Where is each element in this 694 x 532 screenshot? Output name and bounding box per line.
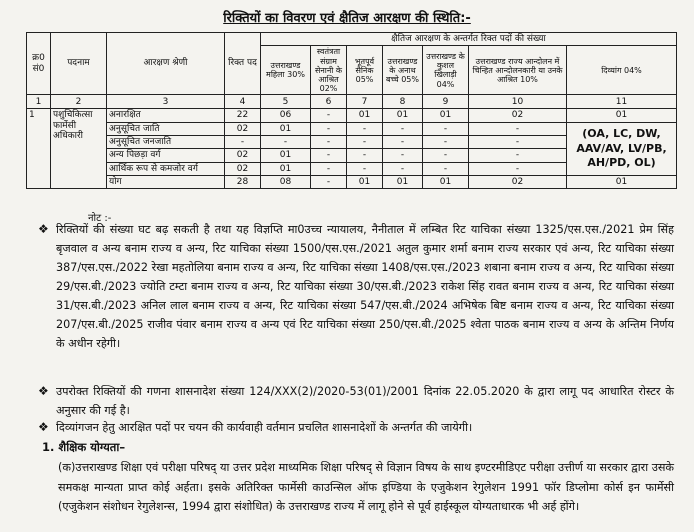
sports-cell: - <box>423 162 469 175</box>
divyang-cell: 01 <box>567 109 677 122</box>
sports-cell: - <box>423 122 469 135</box>
header-orphan: उत्तराखण्ड के अनाथ बच्चे 05% <box>383 46 423 95</box>
women-cell: 08 <box>261 176 311 189</box>
women-cell: 01 <box>261 149 311 162</box>
column-number-row <box>27 95 677 109</box>
sno-cell: 1 <box>27 109 51 189</box>
col-number: 8 <box>383 95 423 109</box>
freedom-cell: - <box>311 135 347 148</box>
freedom-cell: - <box>311 162 347 175</box>
agitator-cell: 02 <box>469 109 567 122</box>
agitator-cell: - <box>469 149 567 162</box>
divyang-categories-cell: (OA, LC, DW, AAV/AV, LV/PB, AH/PD, OL) <box>567 122 677 175</box>
col-number: 11 <box>567 95 677 109</box>
women-cell: 06 <box>261 109 311 122</box>
women-cell: - <box>261 135 311 148</box>
note-label: नोट :- <box>88 213 112 224</box>
header-sports: उत्तराखण्ड के कुशल खिलाड़ी 04% <box>423 46 469 95</box>
note-item <box>38 418 674 437</box>
note-item <box>38 220 674 353</box>
freedom-cell: - <box>311 122 347 135</box>
note-text: दिव्यांगजन हेतु आरक्षित पदों पर चयन की कार्यवाही वर्तमान प्रचलित शासनादेशों के अन्तर्गत की जायेगी। <box>56 421 473 434</box>
note-text: रिक्तियों की संख्या घट बढ़ सकती है तथा यह विज्ञप्ति मा0उच्च न्यायालय, नैनीताल में लम्बित रिट याचिका संख्या 1325/एस.एस./2021 प्रेम सिंह बृजवाल व अन्य बनाम राज्य व अन्य, रिट याचिका संख्या 1500/एस.एस./2021 अतुल कुमार शर्मा बनाम राज्य सरकार एवं अन्य, रिट याचिका संख्या 387/एस.एस./2022 रेखा महतोलिया बनाम राज्य व अन्य, रिट याचिका संख्या 1408/एस.एस./2023 शबाना बनाम राज्य व अन्य, रिट याचिका संख्या 29/एस.बी./2023 ज्योति टम्टा बनाम राज्य व अन्य, रिट याचिका संख्या 30/एस.बी./2023 राकेश सिंह रावत बनाम राज्य व अन्य, रिट याचिका संख्या 31/एस.बी./2023 अनिल लाल बनाम राज्य व अन्य, रिट याचिका संख्या 547/एस.बी./2024 अभिषेक बिष्ट बनाम राज्य व अन्य, रिट याचिका संख्या 207/एस.बी./2025 राजीव पंवार बनाम राज्य व अन्य एवं रिट याचिका संख्या 250/एस.बी./2025 श्वेता पाठक बनाम राज्य व अन्य के अन्तिम निर्णय के अधीन रहेगी। <box>56 223 674 350</box>
diamond-bullet-icon: ❖ <box>38 222 49 236</box>
note-item <box>38 382 674 420</box>
col-number: 3 <box>107 95 225 109</box>
header-ex-serviceman: भूतपूर्व सैनिक 05% <box>347 46 383 95</box>
sports-cell: - <box>423 149 469 162</box>
col-number: 6 <box>311 95 347 109</box>
category-cell: अन्य पिछड़ा वर्ग <box>107 149 225 162</box>
vacant-cell: - <box>225 135 261 148</box>
header-vacant: रिक्त पद <box>225 33 261 95</box>
freedom-cell: - <box>311 149 347 162</box>
header-post: पदनाम <box>51 33 107 95</box>
col-number: 1 <box>27 95 51 109</box>
qualification-text: (क)उत्तराखण्ड शिक्षा एवं परीक्षा परिषद् या उत्तर प्रदेश माध्यमिक शिक्षा परिषद् से विज्ञान विषय के साथ इण्टरमीडिएट परीक्षा उत्तीर्ण या सरकार द्वारा उसके समकक्ष मान्यता प्राप्त कोई अर्हता। इसके अतिरिक्त फार्मेसी काउन्सिल ऑफ इण्डिया के एजुकेशन रेगुलेशन 1991 फॉर डिप्लोमा कोर्स इन फार्मेसी (एजुकेशन संशोधन रेगुलेशन्स, 1994 द्वारा संशोधित) के उत्तराखण्ड राज्य में लागू होने से पूर्व हाईस्कूल योग्यताधारक भी अर्ह होंगे। <box>58 461 674 513</box>
category-cell: आर्थिक रूप से कमजोर वर्ग <box>107 162 225 175</box>
col-number: 9 <box>423 95 469 109</box>
col-number: 2 <box>51 95 107 109</box>
sports-cell: 01 <box>423 109 469 122</box>
note-text: उपरोक्त रिक्तियों की गणना शासनादेश संख्या 124/XXX(2)/2020-53(01)/2001 दिनांक 22.05.2020 के द्वारा लागू पद आधारित रोस्टर के अनुसार की गई है। <box>56 385 674 417</box>
header-category: आरक्षण श्रेणी <box>107 33 225 95</box>
header-women: उत्तराखण्ड महिला 30% <box>261 46 311 95</box>
diamond-bullet-icon: ❖ <box>38 420 49 434</box>
category-cell: योग <box>107 176 225 189</box>
col-number: 10 <box>469 95 567 109</box>
post-name-cell: पशुचिकित्सा फार्मेसी अधिकारी <box>51 109 107 189</box>
vacant-cell: 28 <box>225 176 261 189</box>
agitator-cell: - <box>469 135 567 148</box>
orphan-cell: - <box>383 122 423 135</box>
vacancy-table <box>26 32 677 189</box>
vacant-cell: 02 <box>225 162 261 175</box>
category-cell: अनारक्षित <box>107 109 225 122</box>
exservice-cell: - <box>347 149 383 162</box>
vacant-cell: 02 <box>225 122 261 135</box>
header-agitator: उत्तराखण्ड राज्य आन्दोलन में चिन्हित आन्दोलनकारी या उनके आश्रित 10% <box>469 46 567 95</box>
exservice-cell: - <box>347 162 383 175</box>
header-sno: क्र0 सं0 <box>27 33 51 95</box>
col-number: 5 <box>261 95 311 109</box>
vacant-cell: 22 <box>225 109 261 122</box>
header-divyang: दिव्यांग 04% <box>567 46 677 95</box>
page-title: रिक्तियों का विवरण एवं क्षैतिज आरक्षण की स्थिति:- <box>223 11 471 26</box>
agitator-cell: - <box>469 122 567 135</box>
divyang-cell: 01 <box>567 176 677 189</box>
sports-cell: 01 <box>423 176 469 189</box>
vacant-cell: 02 <box>225 149 261 162</box>
orphan-cell: - <box>383 135 423 148</box>
header-horizontal: क्षैतिज आरक्षण के अन्तर्गत रिक्त पदों की संख्या <box>261 33 677 46</box>
orphan-cell: 01 <box>383 109 423 122</box>
exservice-cell: - <box>347 122 383 135</box>
exservice-cell: - <box>347 135 383 148</box>
agitator-cell: - <box>469 162 567 175</box>
orphan-cell: - <box>383 149 423 162</box>
women-cell: 01 <box>261 122 311 135</box>
orphan-cell: 01 <box>383 176 423 189</box>
exservice-cell: 01 <box>347 109 383 122</box>
qualification-heading: 1. शैक्षिक योग्यता– <box>42 440 126 454</box>
col-number: 4 <box>225 95 261 109</box>
table-total-row <box>27 176 677 189</box>
women-cell: 01 <box>261 162 311 175</box>
agitator-cell: 02 <box>469 176 567 189</box>
category-cell: अनुसूचित जनजाति <box>107 135 225 148</box>
col-number: 7 <box>347 95 383 109</box>
freedom-cell: - <box>311 176 347 189</box>
table-row <box>27 109 677 122</box>
freedom-cell: - <box>311 109 347 122</box>
exservice-cell: 01 <box>347 176 383 189</box>
category-cell: अनुसूचित जाति <box>107 122 225 135</box>
header-freedom-fighter: स्वतंत्रता संग्राम सेनानी के आश्रित 02% <box>311 46 347 95</box>
table-row <box>27 122 677 135</box>
diamond-bullet-icon: ❖ <box>38 384 49 398</box>
orphan-cell: - <box>383 162 423 175</box>
sports-cell: - <box>423 135 469 148</box>
